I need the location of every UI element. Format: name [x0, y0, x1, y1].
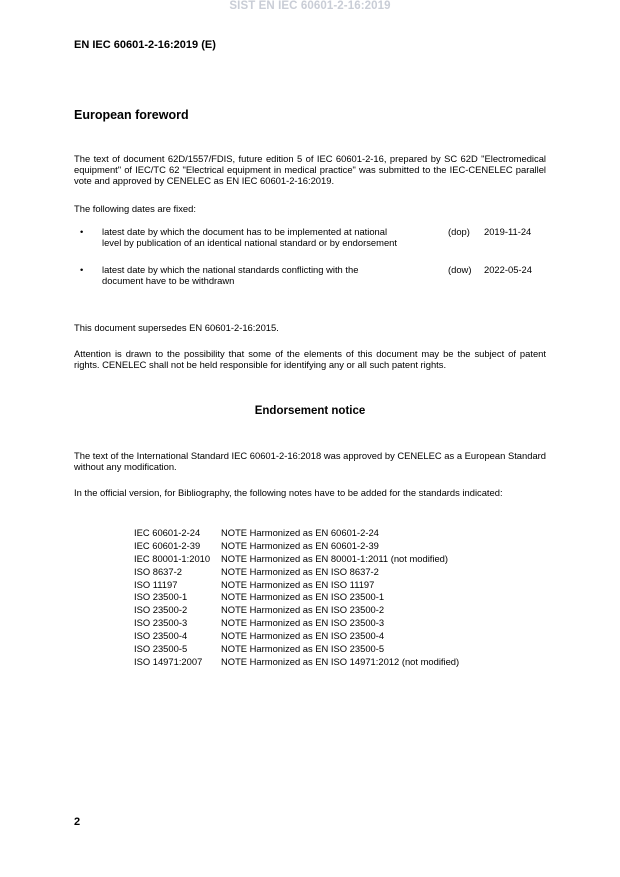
bullet-icon: • — [80, 264, 84, 275]
list-item — [134, 617, 459, 630]
list-item — [134, 527, 459, 540]
document-identifier: EN IEC 60601-2-16:2019 (E) — [74, 39, 216, 51]
date-item-date: 2019-11-24 — [484, 226, 532, 237]
harmonization-note: NOTE Harmonized as EN ISO 14971:2012 (not modified) — [221, 655, 460, 667]
harmonization-note: NOTE Harmonized as EN 80001-1:2011 (not modified) — [221, 552, 449, 564]
standard-reference: ISO 23500-2 — [134, 604, 188, 616]
list-item — [134, 604, 459, 617]
date-item-description — [102, 264, 432, 286]
date-item-date: 2022-05-24 — [484, 264, 532, 275]
list-item — [134, 656, 459, 669]
endorsement-heading: Endorsement notice — [254, 405, 366, 417]
endorsement-paragraph: The text of the International Standard IEC 60601-2-16:2018 was approved by CENELEC as a European Standard without any modification. — [74, 450, 546, 473]
standard-reference: ISO 23500-5 — [134, 643, 188, 655]
bibliography-notes-list — [134, 527, 459, 669]
date-item-line: latest date by which the national standards conflicting with the — [102, 264, 359, 275]
standard-reference: ISO 23500-3 — [134, 617, 188, 629]
patent-paragraph: Attention is drawn to the possibility that some of the elements of this document may be the subject of patent rights. CENELEC shall not be held responsible for identifying any or all such patent rights. — [74, 348, 546, 371]
date-item-line: level by publication of an identical national standard or by endorsement — [102, 237, 397, 249]
foreword-intro-paragraph: The text of document 62D/1557/FDIS, future edition 5 of IEC 60601-2-16, prepared by SC 62D "Electromedical equipment" of IEC/TC 62 "Electrical equipment in medical practice" was submitted to the IEC-CENELEC parallel vote and approved by CENELEC as EN IEC 60601-2-16:2019. — [74, 153, 546, 187]
harmonization-note: NOTE Harmonized as EN ISO 11197 — [221, 578, 375, 590]
standard-reference: ISO 8637-2 — [134, 565, 182, 577]
list-item — [134, 630, 459, 643]
standard-reference: ISO 23500-4 — [134, 630, 188, 642]
date-item-code: (dop) — [448, 226, 470, 237]
date-item-description — [102, 226, 432, 248]
harmonization-note: NOTE Harmonized as EN 60601-2-39 — [221, 539, 379, 551]
supersedes-paragraph: This document supersedes EN 60601-2-16:2015. — [74, 322, 279, 333]
list-item — [134, 540, 459, 553]
standard-reference: IEC 60601-2-39 — [134, 539, 201, 551]
bibliography-intro: In the official version, for Bibliography, the following notes have to be added for the standards indicated: — [74, 487, 503, 498]
harmonization-note: NOTE Harmonized as EN 60601-2-24 — [221, 527, 379, 538]
bullet-icon: • — [80, 226, 84, 237]
date-item-line: latest date by which the document has to be implemented at national — [102, 226, 388, 237]
date-item-code: (dow) — [448, 264, 472, 275]
harmonization-note: NOTE Harmonized as EN ISO 23500-3 — [221, 617, 385, 629]
page-number: 2 — [74, 816, 81, 828]
watermark: SIST EN IEC 60601-2-16:2019 — [229, 0, 391, 12]
standard-reference: ISO 23500-1 — [134, 591, 188, 603]
section-title: European foreword — [74, 108, 189, 122]
list-item — [134, 579, 459, 592]
standard-reference: IEC 80001-1:2010 — [134, 552, 211, 564]
list-item — [134, 591, 459, 604]
date-item-line: document have to be withdrawn — [102, 275, 235, 287]
list-item — [134, 553, 459, 566]
dates-intro: The following dates are fixed: — [74, 203, 196, 214]
harmonization-note: NOTE Harmonized as EN ISO 23500-4 — [221, 630, 385, 642]
list-item — [134, 566, 459, 579]
harmonization-note: NOTE Harmonized as EN ISO 23500-5 — [221, 643, 385, 655]
standard-reference: IEC 60601-2-24 — [134, 527, 201, 538]
harmonization-note: NOTE Harmonized as EN ISO 8637-2 — [221, 565, 379, 577]
list-item — [134, 643, 459, 656]
standard-reference: ISO 11197 — [134, 578, 178, 590]
standard-reference: ISO 14971:2007 — [134, 655, 203, 667]
harmonization-note: NOTE Harmonized as EN ISO 23500-1 — [221, 591, 385, 603]
harmonization-note: NOTE Harmonized as EN ISO 23500-2 — [221, 604, 385, 616]
